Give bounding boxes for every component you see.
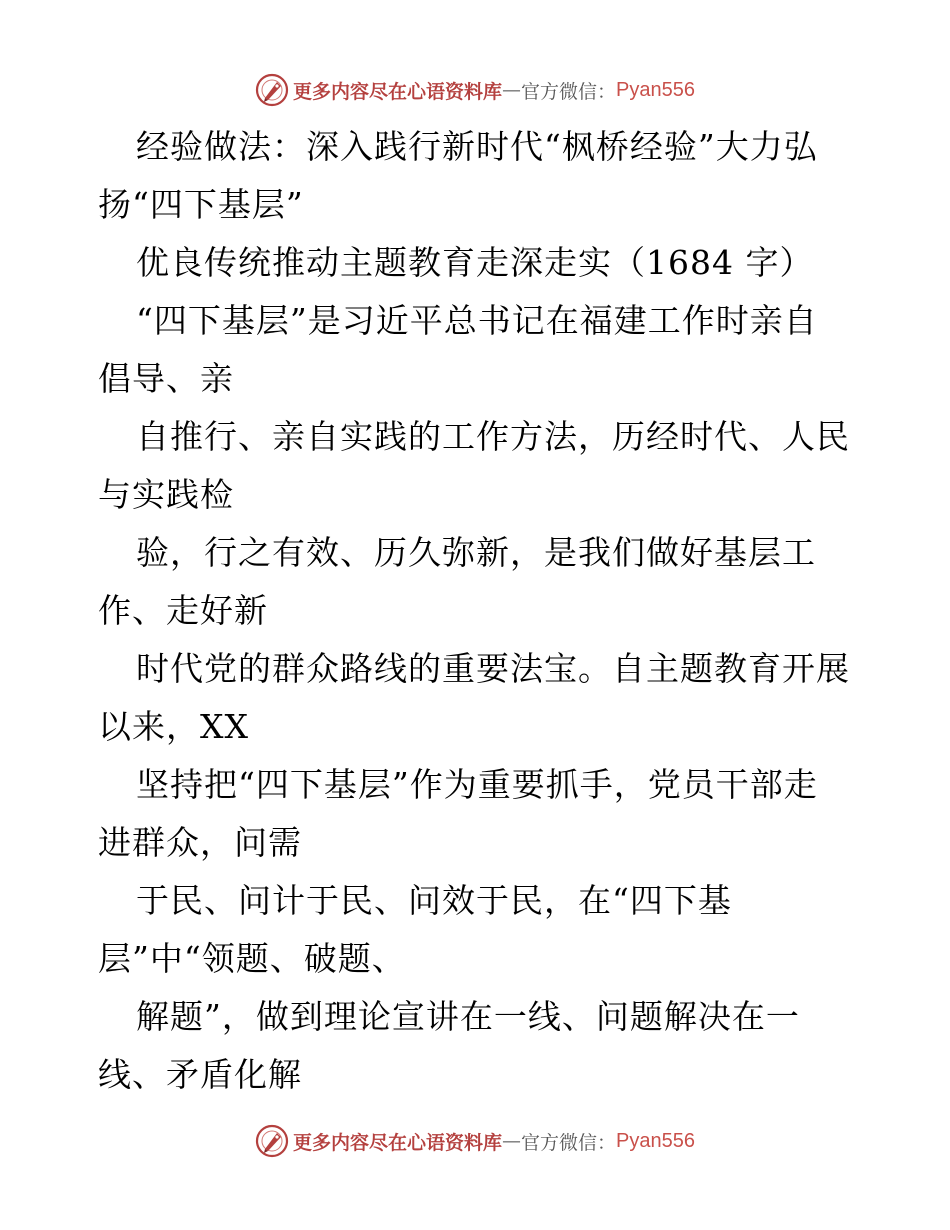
header-dash: — [502, 79, 522, 101]
body-line: 倡导、亲 [98, 359, 234, 398]
body-line: 验，行之有效、历久弥新，是我们做好基层工 [136, 533, 816, 572]
header-brand-text: 更多内容尽在心语资料库 [293, 80, 503, 103]
header-banner [0, 70, 950, 110]
body-line: 于民、问计于民、问效于民，在“四下基 [136, 881, 732, 920]
body-line: 优良传统推动主题教育走深走实（1684 字） [136, 243, 814, 282]
body-line: 进群众，问需 [98, 823, 302, 862]
body-line: 与实践检 [98, 475, 234, 514]
header-wechat-id: Pyan556 [616, 78, 695, 101]
pen-nib-logo-icon [255, 1124, 289, 1158]
body-line: 层”中“领题、破题、 [98, 939, 406, 978]
header-wechat-label: 官方微信： [521, 80, 617, 103]
body-line: 线、矛盾化解 [98, 1055, 302, 1094]
footer-banner [0, 1121, 950, 1161]
body-line: “四下基层”是习近平总书记在福建工作时亲自 [136, 301, 818, 340]
body-line: 时代党的群众路线的重要法宝。自主题教育开展 [136, 649, 850, 688]
body-line: 作、走好新 [98, 591, 268, 630]
footer-wechat-label: 官方微信： [521, 1131, 617, 1154]
footer-wechat-id: Pyan556 [616, 1129, 695, 1152]
body-line: 坚持把“四下基层”作为重要抓手，党员干部走 [136, 765, 818, 804]
body-line: 自推行、亲自实践的工作方法，历经时代、人民 [136, 417, 850, 456]
pen-nib-logo-icon [255, 73, 289, 107]
body-line: 解题”，做到理论宣讲在一线、问题解决在一 [136, 997, 800, 1036]
body-line: 经验做法：深入践行新时代“枫桥经验”大力弘 [136, 127, 818, 166]
body-line: 扬“四下基层” [98, 185, 304, 224]
footer-dash: — [502, 1130, 522, 1152]
footer-brand-text: 更多内容尽在心语资料库 [293, 1131, 503, 1154]
body-line: 以来，XX [98, 707, 249, 746]
